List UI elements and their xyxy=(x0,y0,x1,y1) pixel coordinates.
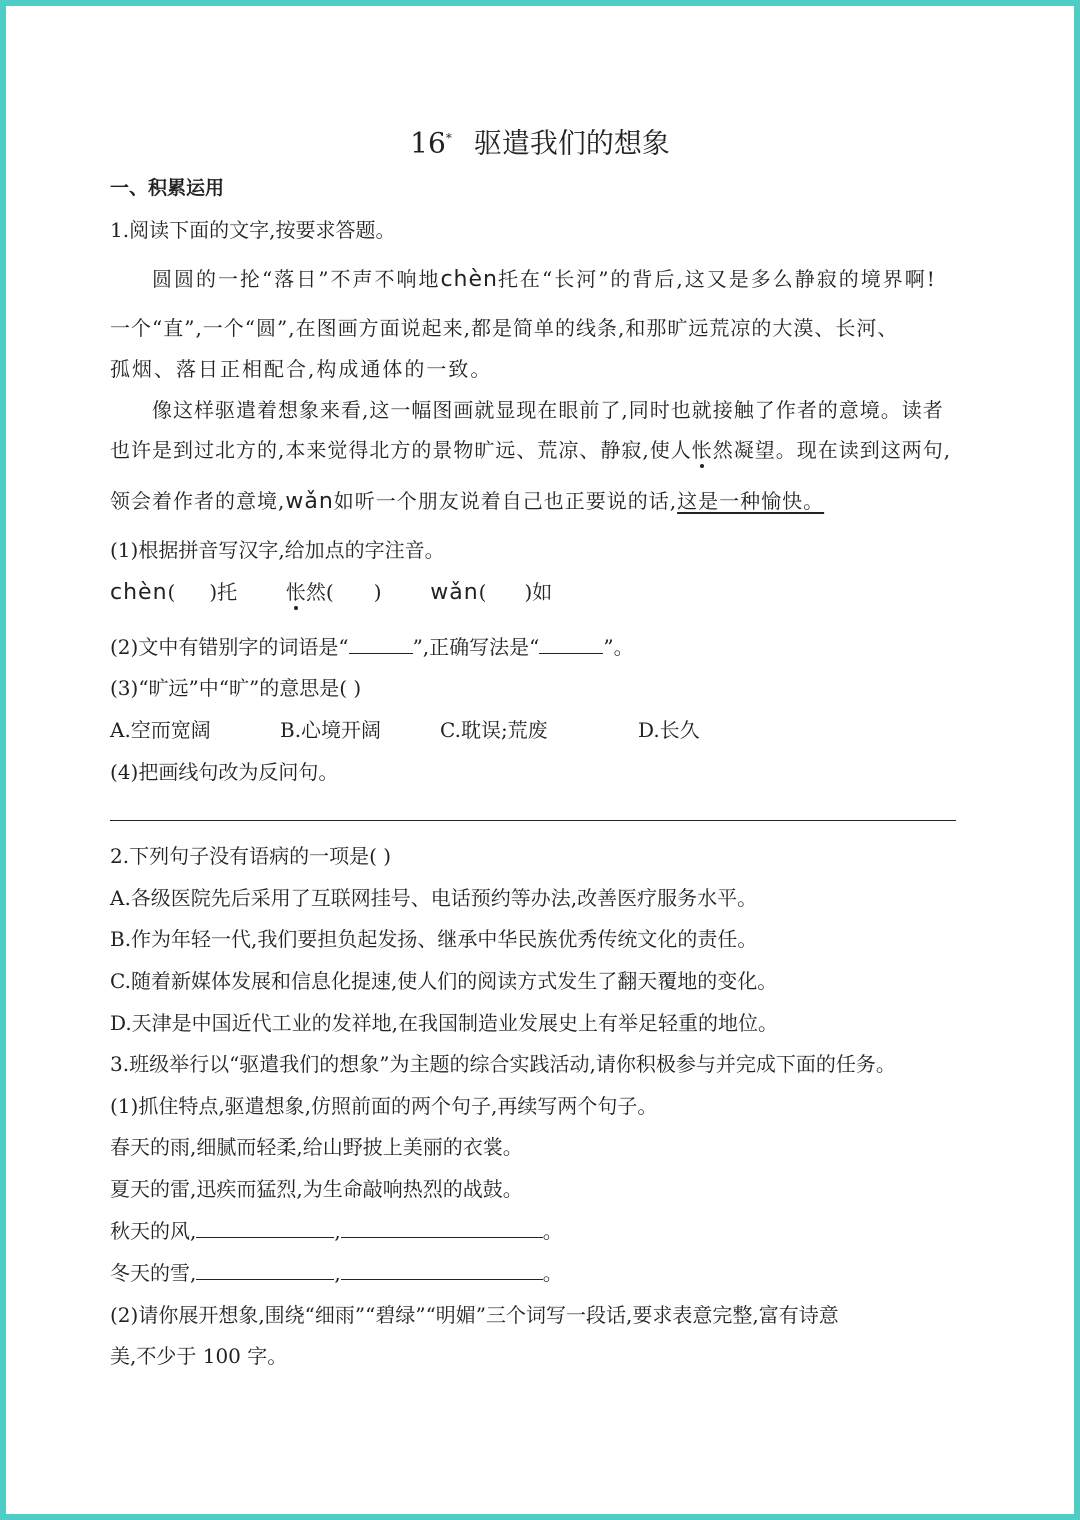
q3-example1: 春天的雨,细腻而轻柔,给山野披上美丽的衣裳。 xyxy=(110,1135,523,1159)
q1-sub3: (3)“旷远”中“旷”的意思是( ) xyxy=(110,676,362,700)
pinyin-wan-item: wǎn xyxy=(430,580,479,605)
answer-blank[interactable] xyxy=(196,1219,334,1238)
answer-blank[interactable] xyxy=(341,1219,543,1238)
lesson-title xyxy=(0,120,1080,161)
lesson-mark: * xyxy=(445,131,452,145)
paren-open: 然( xyxy=(305,580,334,604)
q1-passage-line2: 一个“直”,一个“圆”,在图画方面说起来,都是简单的线条,和那旷远荒凉的大漠、长河、 xyxy=(110,316,899,340)
section-heading: 一、积累运用 xyxy=(110,177,225,199)
passage-text: 然凝望。现在读到这两句, xyxy=(712,438,952,462)
dotted-char-item: 怅 xyxy=(285,580,306,604)
paren-close: ) xyxy=(373,580,382,604)
answer-blank[interactable] xyxy=(349,635,413,654)
lesson-number: 16 xyxy=(410,126,446,160)
passage-text: 圆圆的一抡“落日”不声不响地 xyxy=(152,267,441,291)
answer-line[interactable] xyxy=(110,820,956,821)
fill-period: 。 xyxy=(542,1261,563,1285)
answer-blank[interactable] xyxy=(539,635,603,654)
passage-text: 领会着作者的意境, xyxy=(110,489,286,513)
pinyin-chen: chèn xyxy=(440,267,498,292)
q3-fill-winter xyxy=(110,1259,563,1287)
paren-close: )托 xyxy=(209,580,238,604)
q1-sub3-option-a: A.空而宽阔 xyxy=(110,718,211,742)
pinyin-chen-item: chèn xyxy=(110,580,168,605)
sub2-text: ”,正确写法是“ xyxy=(412,635,540,659)
q1-passage-line4: 像这样驱遣着想象来看,这一幅图画就显现在眼前了,同时也就接触了作者的意境。读者 xyxy=(152,398,944,422)
q1-passage-line6 xyxy=(110,487,824,516)
q1-passage-line3: 孤烟、落日正相配合,构成通体的一致。 xyxy=(110,357,493,381)
q3-example2: 夏天的雷,迅疾而猛烈,为生命敲响热烈的战鼓。 xyxy=(110,1177,523,1201)
q1-passage-line5 xyxy=(110,436,951,464)
paren-open: ( xyxy=(167,580,176,604)
q3-sub2-line1: (2)请你展开想象,围绕“细雨”“碧绿”“明媚”三个词写一段话,要求表意完整,富有诗意 xyxy=(110,1303,839,1327)
q2-option-b: B.作为年轻一代,我们要担负起发扬、继承中华民族优秀传统文化的责任。 xyxy=(110,927,758,951)
q1-prompt: 1.阅读下面的文字,按要求答题。 xyxy=(110,218,396,242)
q2-option-a: A.各级医院先后采用了互联网挂号、电话预约等办法,改善医疗服务水平。 xyxy=(110,886,758,910)
q3-sub2-line2: 美,不少于 100 字。 xyxy=(110,1344,288,1368)
q2-prompt: 2.下列句子没有语病的一项是( ) xyxy=(110,844,392,868)
q2-option-c: C.随着新媒体发展和信息化提速,使人们的阅读方式发生了翻天覆地的变化。 xyxy=(110,969,778,993)
q1-passage-line1 xyxy=(152,265,937,294)
q1-sub3-option-d: D.长久 xyxy=(638,718,700,742)
passage-text: 如听一个朋友说着自己也正要说的话, xyxy=(333,489,678,513)
sub2-text: (2)文中有错别字的词语是“ xyxy=(110,635,349,659)
q1-sub2 xyxy=(110,633,634,661)
sub2-text: ”。 xyxy=(603,635,634,659)
fill-comma: , xyxy=(334,1219,341,1243)
q1-sub3-option-b: B.心境开阔 xyxy=(280,718,382,742)
q1-sub1-items xyxy=(110,578,552,607)
dotted-char: 怅 xyxy=(691,438,713,462)
fill-comma: , xyxy=(334,1261,341,1285)
q3-prompt: 3.班级举行以“驱遣我们的想象”为主题的综合实践活动,请你积极参与并完成下面的任务。 xyxy=(110,1052,896,1076)
paren-open: ( xyxy=(478,580,487,604)
answer-blank[interactable] xyxy=(196,1261,334,1280)
q1-sub4: (4)把画线句改为反问句。 xyxy=(110,760,339,784)
fill-prefix: 冬天的雪, xyxy=(110,1261,197,1285)
underlined-sentence: 这是一种愉快。 xyxy=(677,489,825,513)
q1-sub3-option-c: C.耽误;荒废 xyxy=(440,718,548,742)
lesson-name: 驱遣我们的想象 xyxy=(473,126,670,160)
q3-fill-autumn xyxy=(110,1217,563,1245)
answer-blank[interactable] xyxy=(341,1261,543,1280)
q3-sub1: (1)抓住特点,驱遣想象,仿照前面的两个句子,再续写两个句子。 xyxy=(110,1094,658,1118)
pinyin-wan: wǎn xyxy=(285,489,334,514)
fill-prefix: 秋天的风, xyxy=(110,1219,197,1243)
fill-period: 。 xyxy=(542,1219,563,1243)
passage-text: 也许是到过北方的,本来觉得北方的景物旷远、荒凉、静寂,使人 xyxy=(110,438,692,462)
paren-close: )如 xyxy=(524,580,553,604)
passage-text: 托在“长河”的背后,这又是多么静寂的境界啊! xyxy=(497,267,937,291)
q2-option-d: D.天津是中国近代工业的发祥地,在我国制造业发展史上有举足轻重的地位。 xyxy=(110,1011,779,1035)
q1-sub1: (1)根据拼音写汉字,给加点的字注音。 xyxy=(110,538,445,562)
